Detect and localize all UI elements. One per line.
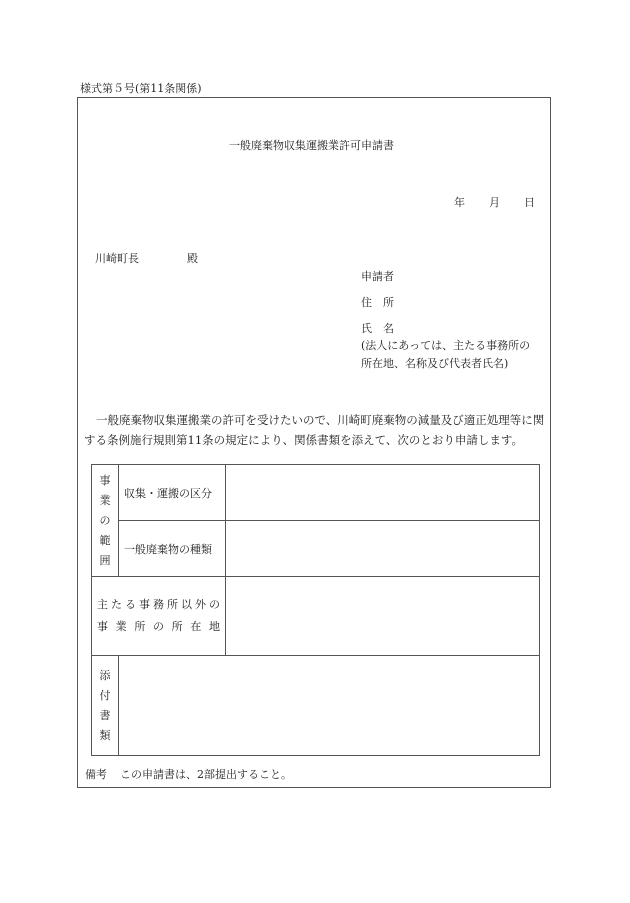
other-office-line1: 主たる事務所以外の (97, 598, 220, 611)
collection-category-label: 収集・運搬の区分 (119, 465, 226, 521)
applicant-note-line2: 所在地、名称及び代表者氏名) (361, 357, 509, 370)
attachments-char: 添 (99, 668, 111, 682)
scope-char: 業 (99, 493, 111, 507)
scope-char: 事 (99, 473, 111, 487)
applicant-name-label: 氏 名 (361, 322, 394, 335)
application-table (91, 464, 540, 756)
form-title: 一般廃棄物収集運搬業許可申請書 (229, 139, 394, 152)
business-scope-header (92, 465, 119, 577)
scope-char: の (99, 513, 111, 527)
remarks-text: この申請書は、2部提出すること。 (120, 768, 292, 781)
date-day: 日 (524, 196, 535, 209)
attachments-char: 付 (99, 688, 111, 702)
attachments-char: 類 (99, 728, 111, 742)
date-month: 月 (489, 196, 500, 209)
other-office-line2: 事業所の所在地 (97, 620, 220, 633)
form-number: 様式第５号(第11条関係) (80, 82, 202, 95)
applicant-address-label: 住 所 (361, 296, 394, 309)
body-text-line1: 一般廃棄物収集運搬業の許可を受けたいので、川崎町廃棄物の減量及び適正処理等に関 (96, 413, 545, 427)
collection-category-field[interactable] (226, 465, 540, 521)
remarks-label: 備考 (85, 768, 107, 781)
date-year: 年 (454, 196, 465, 209)
body-text-line2: する条例施行規則第11条の規定により、関係書類を添えて、次のとおり申請します。 (84, 433, 523, 447)
addressee-honorific: 殿 (187, 252, 198, 265)
scope-char: 範 (99, 533, 111, 547)
waste-type-field[interactable] (226, 521, 540, 577)
attachments-char: 書 (99, 708, 111, 722)
applicant-label: 申請者 (361, 270, 394, 283)
other-office-location-label (92, 577, 226, 656)
scope-char: 囲 (99, 553, 111, 567)
addressee-name: 川崎町長 (95, 252, 139, 265)
applicant-note-line1: (法人にあっては、主たる事務所の (361, 339, 531, 352)
attachments-field[interactable] (119, 656, 540, 756)
waste-type-label: 一般廃棄物の種類 (119, 521, 226, 577)
other-office-location-field[interactable] (226, 577, 540, 656)
attachments-header (92, 656, 119, 756)
